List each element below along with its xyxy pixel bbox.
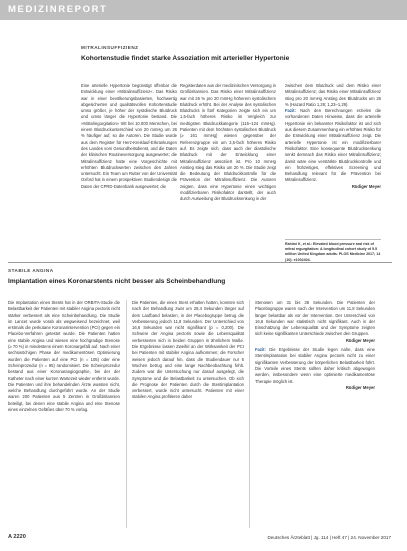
article1-column-2-text: Registerdaten aus der medizinischen Versorgung in Großbritannien. Das Risiko einer Mitralinsuffizienz war mit 26 % pro 20 mmHg höherem systolischem Blutdruck erhöht. Bei der Analyse des systolischen Blutdrucks in fünf Kategorien zeigte sich ein um 1,5-fach höheres Risiko im Vergleich zur niedrigsten Blutdruckkategorie (115–124 mmHg). Patienten mit dem höchsten systolischen Blutdruck (≥ 161 mmHg) wiesen gegenüber der Referenzgruppe ein um 3,5-fach höheres Risiko auf. Es zeigte sich, dass auch der diastolische Blutdruck mit der Entwicklung einer Mitralinsuffizienz assoziiert ist. Pro 10 mmHg Anstieg stieg das Risiko um 20 %. Die Studie zeigt die Bedeutung der Blutdruckkontrolle für die Prävention der Mitralinsuffizienz. Die Autoren zeigten, dass eine Hypertonie einen wichtigen modifizierbaren Risikofaktor darstellt, der auch durch Ausweitung der Blutdrucksenkung in der xyxy=(180,83,276,202)
article1-column-2 xyxy=(180,83,276,255)
column-divider-1 xyxy=(126,300,127,528)
reference-divider xyxy=(285,239,381,240)
article-divider xyxy=(8,262,392,263)
article2-overline: STABILE ANGINA xyxy=(8,268,54,273)
article2-column-3 xyxy=(255,300,375,532)
article2-author-1: Rüdiger Meyer xyxy=(345,337,375,343)
article1-fazit-text: Nach den Berechnungen erzielen die vorhandenen Daten Hinweise, dass die arterielle Hypertonie ein bekannter Risikofaktor ist und sich aus diesem Zusammenhang ein erhöhtes Risiko für die Entwicklung einer Mitralinsuffizienz zeigt. Die arterielle Hypertonie ist ein modifizierbarer Risikofaktor. Eine konsequente Blutdrucksenkung senkt demnach das Risiko einer Mitralinsuffizienz; damit wäre eine verstärkte Blutdruckkontrolle und ein frühzeitiges, effektives Screening und Behandlung relevant für die Prävention bei Mitralinsuffizienz. xyxy=(285,108,381,183)
article1-overline: MITRALINSUFFIZIENZ xyxy=(81,45,139,50)
article1-column-1-text: Eine arterielle Hypertonie begünstigt offenbar die Entwicklung einer »Mitralinsuffizienz«. Das Risiko war in einer bevölkerungsbasierten, hochwertig abgesicherten und qualitätsvollen Kohortenstudie umso größer, je höher der systolische Blutdruck und umso länger die Hypertonie bestand. Die »Mitralregurgitation« tritt bei 10.000 Menschen, bei einem Blutdruckunterschied von 20 mmHg um 26 % häufiger auf, so die Autoren. Die Studie wurde aus dem Register für Herz-Kreislauf-Erkrankungen des Landes vom Gesundheitsdienst, und die Daten der klinischen Routineversorgung ausgewertet; die Mitralinsuffizienz hatte eine Vorgeschichte mit erhöhten Blutdruckwerten zwischen den Jahren untersucht. Ein Team um Rutter von der Universität Oxford hat in einem prospektiven Studiendesign die Daten der CPRD-Datenbank ausgewertet; die xyxy=(81,83,177,189)
article1-column-3-text: zwischen dem Blutdruck und dem Risiko einer Mitralinsuffizienz; das Risiko einer Mitralinsuffizienz stieg pro 20 mmHg Anstieg des Blutdrucks um 26 % (Hazard Ratio 1,26; 1,23–1,29). xyxy=(285,83,381,107)
article2-column-1 xyxy=(8,300,120,532)
article2-column-2 xyxy=(132,300,244,532)
article1-column-1 xyxy=(81,83,177,255)
section-label: MEDIZINREPORT xyxy=(8,4,108,15)
page-number: A 2220 xyxy=(8,534,26,540)
article1-fazit-label: Fazit: xyxy=(285,108,296,114)
article2-fazit-text: Die Ergebnisse der Studie legen nahe, dass eine Stentimplantation bei stabiler Angina pectoris nicht zu einer signifikanten Verbesserung der körperlichen Belastbarkeit führt. Die Vorteile eines Stents sollten daher kritisch abgewogen werden, insbesondere wenn eine optimierte medikamentöse Therapie möglich ist. xyxy=(255,347,375,384)
article1-author: Rüdiger Meyer xyxy=(351,183,381,189)
article2-column-3-text: Stenosen um 31 bis 38 Sekunden. Die Patienten der Placebogruppe waren nach der Intervention um 11,8 Sekunden länger belastbar als vor der Intervention. Der Unterschied von 16,6 Sekunden war statistisch nicht signifikant. Auch in der Einschätzung der Lebensqualität und der Symptome zeigten sich keine signifikanten Unterschiede zwischen den Gruppen. xyxy=(255,300,375,337)
article1-column-3 xyxy=(285,83,381,229)
column-divider-2 xyxy=(249,300,250,528)
article2-author-2: Rüdiger Meyer xyxy=(345,384,375,390)
publication-info: Deutsches Ärzteblatt | Jg. 114 | Heft 47 | 24. November 2017 xyxy=(267,535,391,540)
article2-title: Implantation eines Koronarstents nicht besser als Scheinbehandlung xyxy=(8,278,226,285)
article1-title: Kohortenstudie findet starke Assoziation mit arterieller Hypertonie xyxy=(81,55,290,62)
article2-fazit xyxy=(255,347,375,385)
article2-fazit-label: Fazit: xyxy=(255,347,266,353)
article2-column-1-text: Die Implantation eines Stents hat in der ORBITA-Studie die Belastbarkeit der Patienten mit stabiler Angina pectoris nicht stärker verbessert als eine Scheinbehandlung. Die Studie im Lancet wurde vorab als wegweisend bezeichnet, weil erstmals die perkutane Koronarintervention (PCI) gegen ein Placebo-Verfahren getestet wurde. Die Patienten hatten eine stabile Angina und wiesen eine hochgradige Stenose (≥ 70 %) in mindestens einem Koronargefäß auf. Nach einer sechswöchigen Phase der medikamentösen Optimierung wurden die Patienten auf eine PCI (n = 105) oder eine Scheinprozedur (n = 95) randomisiert. Die Scheinprozedur bestand aus einer Koronarangiographie, bei der der Katheter nach einer kurzen Wartezeit wieder entfernt wurde. Die Patienten und ihre behandelnden Ärzte wussten nicht, welche Behandlung durchgeführt wurde. An der Studie waren 200 Patienten aus 5 Zentren in Großbritannien beteiligt, bei denen eine stabile Angina und eine Stenose eines einzelnen Gefäßes über 70 % vorlag. xyxy=(8,300,120,413)
article1-fazit xyxy=(285,108,381,184)
article2-column-2-text: Die Patienten, die einen Stent erhalten hatten, konnten sich nach der Behandlung zwar um 28,4 Sekunden länger auf dem Laufband belasten, in der Placebogruppe betrug die Verbesserung jedoch 11,8 Sekunden. Der Unterschied von 16,6 Sekunden war nicht signifikant (p = 0,200). Die Schwere der Angina pectoris sowie die Lebensqualität verbesserten sich in beiden Gruppen in ähnlichem Maße. Die Ergebnisse lassen Zweifel an der Wirksamkeit der PCI bei Patienten mit stabiler Angina aufkommen; die Forscher weisen jedoch darauf hin, dass die Studiendauer nur 6 Wochen betrug und eine lange Nachbeobachtung fehlt. Zudem war die Untersuchung nur darauf ausgelegt, die Symptome und die Belastbarkeit zu untersuchen. Ob sich die Prognose der Patienten durch die Stentimplantation verbessert, wurde nicht untersucht. Patienten mit einer stabilen Angina profitieren daher xyxy=(132,300,244,400)
article1-reference: Rahimi K, et al.: Elevated blood pressure and risk of mitral regurgitation: A longitudinal cohort study of 5.5 million United Kingdom adults. PLOS Medicine 2017; 14 (10): e1002404. xyxy=(285,242,381,262)
section-header xyxy=(0,0,407,20)
